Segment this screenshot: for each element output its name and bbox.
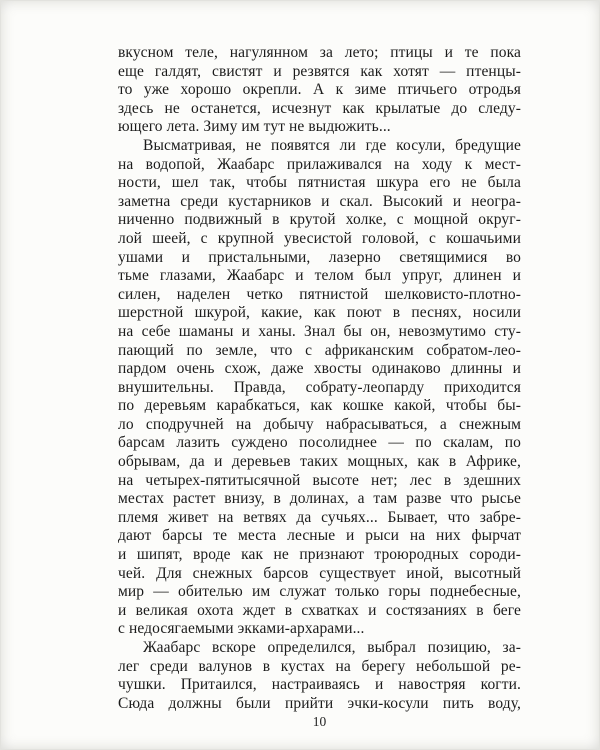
text-line: вкусном теле, нагулянном за лето; птицы и те пока [118, 44, 521, 61]
text-line: лег среди валунов в кустах на берегу небольшой ре- [118, 657, 521, 675]
text-line: силен, наделен четко пятнистой шелковисто-плотно- [118, 285, 521, 303]
text-line: здесь не останется, исчезнут как крылатые до следу- [118, 99, 521, 117]
text-line: племя живет на ветвях да сучьях... Бывает, что забре- [118, 508, 521, 526]
text-line: шерстной шкурой, какие, как поют в песнях, носили [118, 304, 521, 322]
text-line: пардом очень схож, даже хвосты одинаково длинны и [118, 360, 521, 378]
text-line: пающий по земле, что с африканским собратом-лео- [118, 341, 521, 359]
text-line: ушами и пристальными, лазерно светящимися во [118, 248, 521, 266]
text-line: местах растет внизу, в долинах, а там разве что рысье [118, 490, 521, 508]
page-number: 10 [312, 714, 327, 729]
text-line: с недосягаемыми экками-архарами... [118, 620, 365, 638]
text-line: мир — обителью им служат только горы поднебесные, [118, 583, 521, 601]
text-line: по деревьям карабкаться, как кошке какой, чтобы бы- [118, 397, 521, 415]
text-line: на себе шаманы и ханы. Знал бы он, невозмутимо сту- [118, 322, 521, 340]
text-line: еще галдят, свистят и резвятся как хотят — птенцы- [118, 62, 521, 80]
text-line: ности, шел так, чтобы пятнистая шкура его не была [118, 174, 521, 192]
text-line: ниченно подвижный в крутой холке, с мощной округ- [118, 211, 521, 229]
text-line: обрывам, да и деревьев таких мощных, как в Африке, [118, 453, 521, 471]
text-line: на четырех-пятитысячной высоте нет; лес в здешних [118, 471, 521, 489]
paragraph [118, 137, 521, 639]
text-line: лой шеей, с крупной увесистой головой, с кошачьими [118, 229, 521, 247]
page-text-block [118, 44, 521, 713]
text-line: Сюда должны были прийти эчки-косули пить воду, [118, 694, 521, 712]
text-line: чей. Для снежных барсов существует иной, высотный [118, 564, 521, 582]
paragraph [118, 639, 521, 713]
text-line: Высматривая, не появятся ли где косули, бредущие [143, 136, 521, 154]
text-line: дают барсы те места лесные и рыси на них фырчат [118, 527, 521, 545]
text-line: Жаабарс вскоре определился, выбрал позицию, за- [143, 639, 521, 656]
text-line: ло сподручней на добычу набрасываться, а снежным [118, 415, 521, 433]
text-line: и великая охота ждет в схватках и состязаниях в беге [118, 601, 521, 619]
paragraph [118, 44, 521, 137]
text-line: чушки. Притаился, настраиваясь и навостряя когти. [118, 676, 521, 694]
text-line: внушительны. Правда, собрату-леопарду приходится [118, 378, 521, 396]
text-line: барсам лазить суждено посолиднее — по скалам, по [118, 434, 521, 452]
text-line: то уже хорошо окрепли. А к зиме птичьего отродья [118, 81, 521, 99]
text-line: заметна среди кустарников и скал. Высокий и неогра- [118, 192, 521, 210]
text-line: на водопой, Жаабарс прилаживался на ходу к мест- [118, 155, 521, 173]
text-line: тьме глазами, Жаабарс и телом был упруг, длинен и [118, 267, 521, 285]
text-line: ющего лета. Зиму им тут не выдюжить... [118, 118, 391, 136]
text-line: и шипят, вроде как не признают троюродных сороди- [118, 546, 521, 564]
